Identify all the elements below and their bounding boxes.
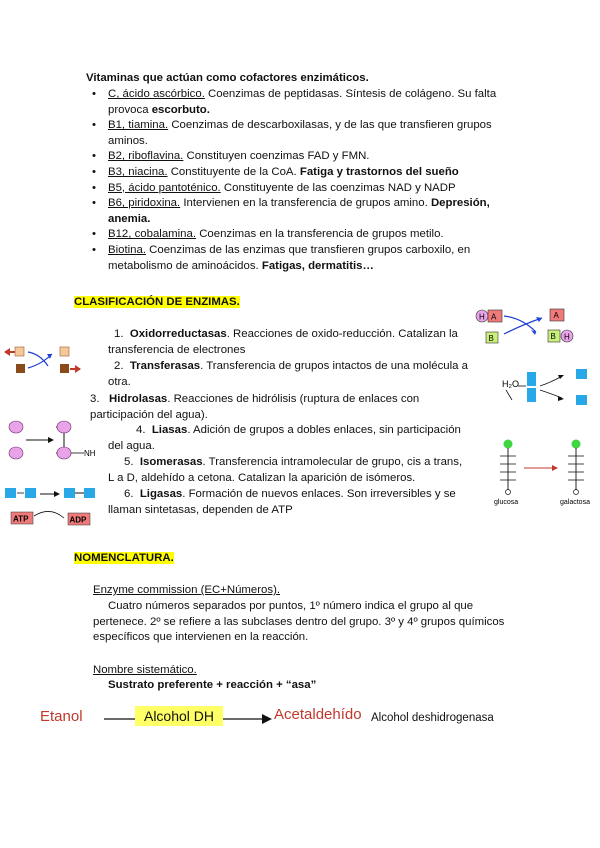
enzyme-class-1: 1. Oxidorreductasas. Reacciones de oxido-reducción. Catalizan la transferencia de electrones [108, 328, 458, 356]
reaction-substrate: Etanol [40, 708, 83, 725]
classification-heading: CLASIFICACIÓN DE ENZIMAS. [74, 296, 240, 308]
enzyme-class-5: 5. Isomerasas. Transferencia intramolecular de grupo, cis a trans, L a D, aldehído a cetona. Catalizan la aparición de isómeros. [108, 456, 463, 484]
vitamin-name: B5, ácido pantoténico. [108, 181, 221, 194]
vitamin-effect: escorbuto. [151, 103, 210, 116]
enzyme-class-6: 6. Ligasas. Formación de nuevos enlaces. Son irreversibles y se llaman sintetasas, dependen de ATP [108, 488, 456, 516]
vitamin-name: B3, niacina. [108, 165, 168, 178]
hydrolase-diagram [500, 368, 590, 408]
list-item [90, 87, 530, 118]
vitamin-name: C, ácido ascórbico. [108, 88, 205, 100]
diagram-label-ha: A [491, 312, 497, 322]
systematic-name-rule: Sustrato preferente + reacción + “asa” [108, 679, 317, 691]
diagram-label-adp: ADP [69, 515, 87, 525]
vitamin-effect: Fatigas, dermatitis… [261, 259, 374, 272]
vitamin-name: B1, tiamina. [108, 119, 169, 132]
systematic-name-title: Nombre sistemático. [93, 664, 197, 676]
ligase-diagram [2, 484, 116, 528]
list-item [90, 196, 530, 227]
vitamin-desc: Coenzimas de las enzimas que transfieren grupos carboxilo, en metabolismo de aminoácidos. [108, 243, 471, 272]
enzyme-class-3: 3. Hidrolasas. Reacciones de hidrólisis (ruptura de enlaces con participación del agua). [90, 393, 420, 421]
vitamin-desc: Coenzimas de peptidasas. Síntesis de colágeno. Su falta provoca [108, 88, 497, 116]
vitamins-title: Vitaminas que actúan como cofactores enzimáticos. [86, 72, 369, 84]
vitamin-desc: Coenzimas de descarboxilasas, y de las que transfieren grupos aminos. [108, 119, 492, 147]
reaction-product: Acetaldehído [274, 706, 362, 723]
list-item [90, 227, 530, 243]
diagram-label-galactosa: galactosa [560, 499, 590, 506]
enzyme-class-2: 2. Transferasas. Transferencia de grupos intactos de una molécula a otra. [108, 360, 468, 388]
vitamins-list [90, 87, 530, 274]
vitamin-name: Biotina. [108, 243, 146, 256]
vitamin-desc: Constituyente de las coenzimas NAD y NADP [220, 181, 456, 194]
transferase-diagram [2, 344, 82, 378]
vitamin-effect: Fatiga y trastornos del sueño [299, 165, 459, 178]
list-item [90, 165, 530, 181]
diagram-label-a: A [553, 311, 559, 320]
vitamin-desc: Intervienen en la transferencia de grupos amino. [180, 197, 431, 210]
diagram-label-h2o: H₂O [502, 379, 519, 389]
lyase-diagram [4, 418, 100, 462]
list-item [90, 243, 530, 274]
list-item [90, 118, 530, 149]
vitamin-name: B12, cobalamina. [108, 228, 197, 241]
isomerase-diagram [490, 438, 594, 508]
diagram-label-nh: NH [84, 449, 96, 458]
nomenclature-heading: NOMENCLATURA. [74, 552, 174, 564]
vitamin-desc: Coenzimas en la transferencia de grupos metilo. [196, 228, 444, 241]
diagram-label-bh-h: H [564, 332, 570, 342]
enzyme-class-4: 4. Liasas. Adición de grupos a dobles enlaces, sin participación del agua. [108, 424, 461, 452]
diagram-label-h: H [479, 312, 485, 322]
ec-title: Enzyme commission (EC+Números). [93, 584, 281, 596]
diagram-label-bh-b: B [550, 332, 556, 341]
list-item [90, 149, 530, 165]
vitamin-desc: Constituyente de la CoA. [167, 165, 300, 178]
list-item [90, 181, 530, 197]
oxidoreductase-diagram [474, 304, 584, 344]
reaction-enzyme-box: Alcohol DH [135, 706, 223, 726]
diagram-label-glucosa: glucosa [494, 499, 519, 506]
vitamin-desc: Constituyen coenzimas FAD y FMN. [183, 150, 370, 163]
diagram-label-atp: ATP [13, 514, 29, 524]
ec-text: Cuatro números separados por puntos, 1º número indica el grupo al que pertenece. 2º se refiere a las subclases dentro del grupo. 3º y 4º grupos químicos específicos que intervienen en la reacción. [93, 600, 505, 644]
diagram-label-b: B [488, 334, 494, 343]
vitamin-effect: Depresión, anemia. [108, 197, 490, 225]
vitamin-name: B2, riboflavina. [108, 150, 184, 163]
vitamin-name: B6, piridoxina. [108, 197, 181, 210]
reaction-enzyme-fullname: Alcohol deshidrogenasa [371, 712, 494, 724]
